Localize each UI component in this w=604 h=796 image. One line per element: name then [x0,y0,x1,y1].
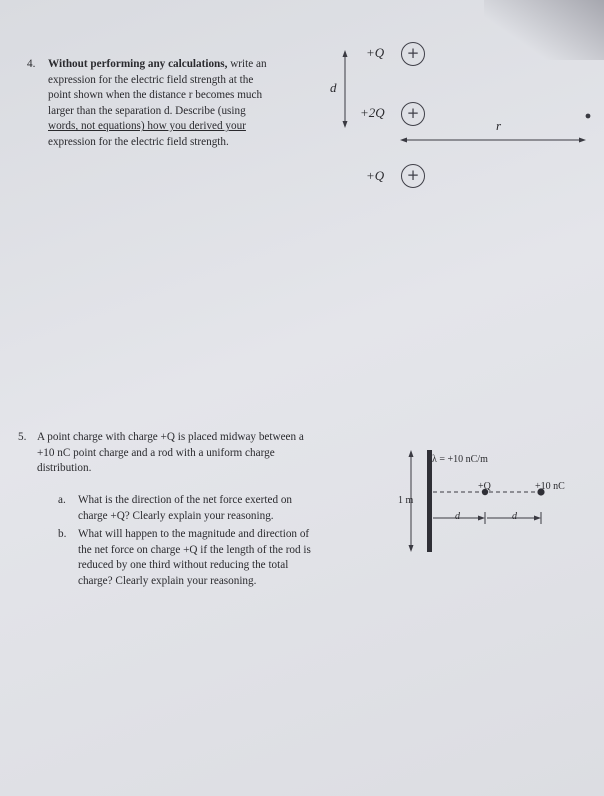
d-label-right: d [512,511,517,522]
rod-length-arrow-head-up [409,450,414,457]
charge-q-label: +Q [478,481,491,492]
part-a-text [78,493,398,524]
problem-4-line-3: point shown when the distance r becomes much [48,89,263,102]
problem-5-number: 5. [18,431,27,443]
rod-length-label: 1 m [398,495,414,506]
separation-label: d [330,80,337,95]
problem-5-intro-line-3: distribution. [37,462,92,475]
part-b-line-2: the net force on charge +Q if the length of the rod is [78,543,311,556]
middle-charge-label: +2Q [360,105,385,120]
top-charge-plus-icon: + [401,42,425,66]
bottom-charge-plus-icon: + [401,164,425,188]
part-a-line-2: charge +Q? Clearly explain your reasoning. [78,509,274,522]
d-label-left: d [455,511,460,522]
middle-charge-plus-icon: + [401,102,425,126]
separation-arrow-head-down [343,121,348,128]
lambda-label: λ = +10 nC/m [432,454,488,465]
field-point-dot [586,114,591,119]
part-a-line-1: What is the direction of the net force exerted on [78,494,293,506]
part-b-line-4: charge? Clearly explain your reasoning. [78,574,257,587]
part-b-letter: b. [58,528,67,540]
distance-arrow-head-left [400,138,407,143]
problem-4-line-4: larger than the separation d. Describe (using [48,104,246,117]
top-charge-label: +Q [366,45,385,60]
problem-5-intro-line-1: A point charge with charge +Q is placed midway between a [37,431,304,443]
problem-4-text [48,57,328,151]
part-a-letter: a. [58,494,66,506]
part-b-line-1: What will happen to the magnitude and direction of [78,528,310,540]
problem-4-line-1: Without performing any calculations, write an [48,58,267,70]
problem-4-number: 4. [27,58,36,70]
rod-length-arrow-head-down [409,545,414,552]
problem-5-intro [37,430,387,477]
bottom-charge-label: +Q [366,168,385,183]
part-b-line-3: reduced by one third without reducing the total [78,559,289,572]
d-arrow-right-head [534,516,541,521]
problem-4-line-6: expression for the electric field strength. [48,135,229,148]
problem-4-line-5: words, not equations) how you derived your [48,120,246,133]
charged-rod [427,450,432,552]
d-arrow-left-head [478,516,485,521]
point-charge-label: +10 nC [535,481,565,492]
part-b-text [78,527,398,589]
problem-5-intro-line-2: +10 nC point charge and a rod with a uniform charge [37,446,275,459]
problem-4-line-2: expression for the electric field strength at the [48,73,254,86]
distance-arrow-head-right [579,138,586,143]
separation-arrow-head-up [343,50,348,57]
distance-label: r [496,118,502,133]
